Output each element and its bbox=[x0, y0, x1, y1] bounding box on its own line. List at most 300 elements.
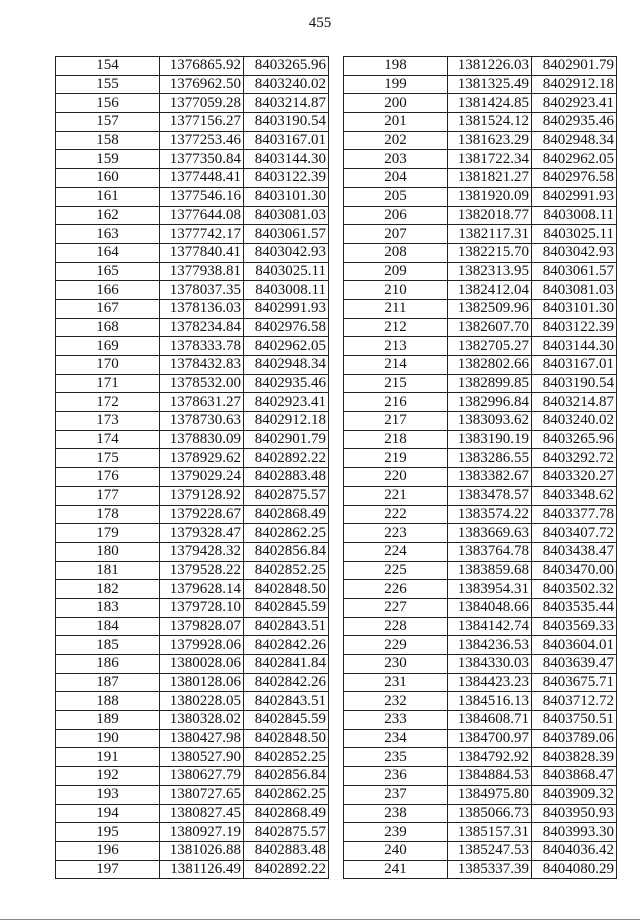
point-number-cell: 159 bbox=[56, 150, 160, 169]
table-row bbox=[56, 113, 329, 132]
table-row bbox=[56, 692, 329, 711]
y-coordinate-cell: 8403214.87 bbox=[532, 393, 617, 412]
table-row bbox=[344, 356, 617, 375]
x-coordinate-cell: 1381821.27 bbox=[448, 169, 532, 188]
y-coordinate-cell: 8403190.54 bbox=[532, 374, 617, 393]
table-row bbox=[344, 767, 617, 786]
y-coordinate-cell: 8402883.48 bbox=[244, 468, 329, 487]
y-coordinate-cell: 8403950.93 bbox=[532, 804, 617, 823]
table-row bbox=[56, 243, 329, 262]
table-row bbox=[344, 299, 617, 318]
point-number-cell: 196 bbox=[56, 841, 160, 860]
table-row bbox=[344, 412, 617, 431]
table-row bbox=[56, 430, 329, 449]
table-row bbox=[344, 243, 617, 262]
x-coordinate-cell: 1384423.23 bbox=[448, 673, 532, 692]
y-coordinate-cell: 8403042.93 bbox=[244, 243, 329, 262]
point-number-cell: 230 bbox=[344, 655, 448, 674]
table-row bbox=[344, 524, 617, 543]
x-coordinate-cell: 1384048.66 bbox=[448, 598, 532, 617]
table-row bbox=[344, 75, 617, 94]
y-coordinate-cell: 8403042.93 bbox=[532, 243, 617, 262]
point-number-cell: 184 bbox=[56, 617, 160, 636]
y-coordinate-cell: 8403868.47 bbox=[532, 767, 617, 786]
y-coordinate-cell: 8402856.84 bbox=[244, 767, 329, 786]
point-number-cell: 155 bbox=[56, 75, 160, 94]
table-row bbox=[344, 823, 617, 842]
point-number-cell: 213 bbox=[344, 337, 448, 356]
x-coordinate-cell: 1376865.92 bbox=[160, 57, 244, 76]
x-coordinate-cell: 1385247.53 bbox=[448, 841, 532, 860]
x-coordinate-cell: 1382018.77 bbox=[448, 206, 532, 225]
x-coordinate-cell: 1382313.95 bbox=[448, 262, 532, 281]
y-coordinate-cell: 8403639.47 bbox=[532, 655, 617, 674]
y-coordinate-cell: 8402868.49 bbox=[244, 804, 329, 823]
table-row bbox=[56, 486, 329, 505]
y-coordinate-cell: 8403101.30 bbox=[532, 299, 617, 318]
point-number-cell: 233 bbox=[344, 711, 448, 730]
table-row bbox=[56, 729, 329, 748]
y-coordinate-cell: 8402962.05 bbox=[532, 150, 617, 169]
x-coordinate-cell: 1383859.68 bbox=[448, 561, 532, 580]
x-coordinate-cell: 1384236.53 bbox=[448, 636, 532, 655]
x-coordinate-cell: 1383954.31 bbox=[448, 580, 532, 599]
y-coordinate-cell: 8402948.34 bbox=[244, 356, 329, 375]
x-coordinate-cell: 1379029.24 bbox=[160, 468, 244, 487]
x-coordinate-cell: 1385066.73 bbox=[448, 804, 532, 823]
page-number: 455 bbox=[308, 15, 332, 31]
table-row bbox=[344, 393, 617, 412]
table-row bbox=[56, 150, 329, 169]
x-coordinate-cell: 1383764.78 bbox=[448, 542, 532, 561]
x-coordinate-cell: 1383382.67 bbox=[448, 468, 532, 487]
point-number-cell: 207 bbox=[344, 225, 448, 244]
table-row bbox=[56, 524, 329, 543]
y-coordinate-cell: 8402991.93 bbox=[244, 299, 329, 318]
point-number-cell: 240 bbox=[344, 841, 448, 860]
point-number-cell: 227 bbox=[344, 598, 448, 617]
y-coordinate-cell: 8403470.00 bbox=[532, 561, 617, 580]
point-number-cell: 217 bbox=[344, 412, 448, 431]
point-number-cell: 198 bbox=[344, 57, 448, 76]
point-number-cell: 205 bbox=[344, 187, 448, 206]
table-row bbox=[344, 711, 617, 730]
y-coordinate-cell: 8403214.87 bbox=[244, 94, 329, 113]
x-coordinate-cell: 1382899.85 bbox=[448, 374, 532, 393]
x-coordinate-cell: 1384975.80 bbox=[448, 785, 532, 804]
table-row bbox=[56, 468, 329, 487]
point-number-cell: 212 bbox=[344, 318, 448, 337]
y-coordinate-cell: 8402892.22 bbox=[244, 860, 329, 879]
table-row bbox=[56, 636, 329, 655]
table-row bbox=[344, 598, 617, 617]
point-number-cell: 161 bbox=[56, 187, 160, 206]
point-number-cell: 204 bbox=[344, 169, 448, 188]
x-coordinate-cell: 1378136.03 bbox=[160, 299, 244, 318]
y-coordinate-cell: 8402868.49 bbox=[244, 505, 329, 524]
table-row bbox=[56, 673, 329, 692]
x-coordinate-cell: 1380128.06 bbox=[160, 673, 244, 692]
point-number-cell: 172 bbox=[56, 393, 160, 412]
x-coordinate-cell: 1382509.96 bbox=[448, 299, 532, 318]
table-row bbox=[344, 692, 617, 711]
table-row bbox=[56, 767, 329, 786]
x-coordinate-cell: 1378234.84 bbox=[160, 318, 244, 337]
point-number-cell: 216 bbox=[344, 393, 448, 412]
x-coordinate-cell: 1377350.84 bbox=[160, 150, 244, 169]
x-coordinate-cell: 1384792.92 bbox=[448, 748, 532, 767]
point-number-cell: 174 bbox=[56, 430, 160, 449]
point-number-cell: 156 bbox=[56, 94, 160, 113]
point-number-cell: 180 bbox=[56, 542, 160, 561]
point-number-cell: 170 bbox=[56, 356, 160, 375]
table-row bbox=[56, 262, 329, 281]
y-coordinate-cell: 8403789.06 bbox=[532, 729, 617, 748]
y-coordinate-cell: 8403240.02 bbox=[244, 75, 329, 94]
point-number-cell: 202 bbox=[344, 131, 448, 150]
table-row bbox=[56, 75, 329, 94]
y-coordinate-cell: 8403061.57 bbox=[532, 262, 617, 281]
table-row bbox=[344, 636, 617, 655]
x-coordinate-cell: 1381920.09 bbox=[448, 187, 532, 206]
x-coordinate-cell: 1384142.74 bbox=[448, 617, 532, 636]
x-coordinate-cell: 1380228.05 bbox=[160, 692, 244, 711]
point-number-cell: 175 bbox=[56, 449, 160, 468]
y-coordinate-cell: 8402883.48 bbox=[244, 841, 329, 860]
point-number-cell: 192 bbox=[56, 767, 160, 786]
table-row bbox=[56, 561, 329, 580]
x-coordinate-cell: 1382996.84 bbox=[448, 393, 532, 412]
x-coordinate-cell: 1380328.02 bbox=[160, 711, 244, 730]
table-row bbox=[56, 374, 329, 393]
x-coordinate-cell: 1377156.27 bbox=[160, 113, 244, 132]
table-row bbox=[344, 729, 617, 748]
point-number-cell: 232 bbox=[344, 692, 448, 711]
y-coordinate-cell: 8402845.59 bbox=[244, 598, 329, 617]
table-row bbox=[344, 430, 617, 449]
table-row bbox=[56, 393, 329, 412]
point-number-cell: 185 bbox=[56, 636, 160, 655]
x-coordinate-cell: 1379828.07 bbox=[160, 617, 244, 636]
x-coordinate-cell: 1382802.66 bbox=[448, 356, 532, 375]
y-coordinate-cell: 8403604.01 bbox=[532, 636, 617, 655]
table-row bbox=[56, 748, 329, 767]
y-coordinate-cell: 8403081.03 bbox=[532, 281, 617, 300]
table-row bbox=[56, 542, 329, 561]
table-row bbox=[344, 206, 617, 225]
scan-edge-line bbox=[0, 919, 640, 920]
coordinates-table-right bbox=[343, 56, 617, 879]
x-coordinate-cell: 1380727.65 bbox=[160, 785, 244, 804]
y-coordinate-cell: 8402862.25 bbox=[244, 785, 329, 804]
y-coordinate-cell: 8403008.11 bbox=[532, 206, 617, 225]
table-row bbox=[56, 711, 329, 730]
x-coordinate-cell: 1380527.90 bbox=[160, 748, 244, 767]
y-coordinate-cell: 8403122.39 bbox=[244, 169, 329, 188]
y-coordinate-cell: 8402875.57 bbox=[244, 823, 329, 842]
y-coordinate-cell: 8403377.78 bbox=[532, 505, 617, 524]
point-number-cell: 223 bbox=[344, 524, 448, 543]
y-coordinate-cell: 8403101.30 bbox=[244, 187, 329, 206]
y-coordinate-cell: 8404080.29 bbox=[532, 860, 617, 879]
table-row bbox=[56, 57, 329, 76]
table-row bbox=[344, 318, 617, 337]
point-number-cell: 235 bbox=[344, 748, 448, 767]
table-row bbox=[344, 841, 617, 860]
point-number-cell: 200 bbox=[344, 94, 448, 113]
y-coordinate-cell: 8403167.01 bbox=[244, 131, 329, 150]
table-row bbox=[344, 804, 617, 823]
point-number-cell: 167 bbox=[56, 299, 160, 318]
x-coordinate-cell: 1384884.53 bbox=[448, 767, 532, 786]
y-coordinate-cell: 8403569.33 bbox=[532, 617, 617, 636]
x-coordinate-cell: 1378432.83 bbox=[160, 356, 244, 375]
y-coordinate-cell: 8402875.57 bbox=[244, 486, 329, 505]
x-coordinate-cell: 1379928.06 bbox=[160, 636, 244, 655]
y-coordinate-cell: 8402852.25 bbox=[244, 748, 329, 767]
x-coordinate-cell: 1384330.03 bbox=[448, 655, 532, 674]
point-number-cell: 220 bbox=[344, 468, 448, 487]
table-row bbox=[344, 617, 617, 636]
y-coordinate-cell: 8403144.30 bbox=[244, 150, 329, 169]
x-coordinate-cell: 1377059.28 bbox=[160, 94, 244, 113]
point-number-cell: 241 bbox=[344, 860, 448, 879]
point-number-cell: 183 bbox=[56, 598, 160, 617]
y-coordinate-cell: 8403025.11 bbox=[244, 262, 329, 281]
point-number-cell: 181 bbox=[56, 561, 160, 580]
x-coordinate-cell: 1379528.22 bbox=[160, 561, 244, 580]
x-coordinate-cell: 1378929.62 bbox=[160, 449, 244, 468]
x-coordinate-cell: 1380028.06 bbox=[160, 655, 244, 674]
y-coordinate-cell: 8402841.84 bbox=[244, 655, 329, 674]
x-coordinate-cell: 1385337.39 bbox=[448, 860, 532, 879]
x-coordinate-cell: 1383093.62 bbox=[448, 412, 532, 431]
table-row bbox=[56, 356, 329, 375]
point-number-cell: 190 bbox=[56, 729, 160, 748]
x-coordinate-cell: 1377742.17 bbox=[160, 225, 244, 244]
point-number-cell: 224 bbox=[344, 542, 448, 561]
x-coordinate-cell: 1377546.16 bbox=[160, 187, 244, 206]
y-coordinate-cell: 8403320.27 bbox=[532, 468, 617, 487]
point-number-cell: 177 bbox=[56, 486, 160, 505]
point-number-cell: 211 bbox=[344, 299, 448, 318]
point-number-cell: 238 bbox=[344, 804, 448, 823]
point-number-cell: 164 bbox=[56, 243, 160, 262]
x-coordinate-cell: 1381325.49 bbox=[448, 75, 532, 94]
point-number-cell: 206 bbox=[344, 206, 448, 225]
y-coordinate-cell: 8402962.05 bbox=[244, 337, 329, 356]
y-coordinate-cell: 8403265.96 bbox=[244, 57, 329, 76]
y-coordinate-cell: 8402923.41 bbox=[532, 94, 617, 113]
point-number-cell: 209 bbox=[344, 262, 448, 281]
x-coordinate-cell: 1382215.70 bbox=[448, 243, 532, 262]
x-coordinate-cell: 1381424.85 bbox=[448, 94, 532, 113]
point-number-cell: 215 bbox=[344, 374, 448, 393]
y-coordinate-cell: 8402842.26 bbox=[244, 636, 329, 655]
y-coordinate-cell: 8402843.51 bbox=[244, 617, 329, 636]
table-row bbox=[344, 94, 617, 113]
y-coordinate-cell: 8403265.96 bbox=[532, 430, 617, 449]
point-number-cell: 165 bbox=[56, 262, 160, 281]
x-coordinate-cell: 1380427.98 bbox=[160, 729, 244, 748]
y-coordinate-cell: 8403712.72 bbox=[532, 692, 617, 711]
table-row bbox=[56, 206, 329, 225]
y-coordinate-cell: 8402862.25 bbox=[244, 524, 329, 543]
y-coordinate-cell: 8402842.26 bbox=[244, 673, 329, 692]
x-coordinate-cell: 1381623.29 bbox=[448, 131, 532, 150]
x-coordinate-cell: 1381026.88 bbox=[160, 841, 244, 860]
table-row bbox=[56, 318, 329, 337]
table-row bbox=[344, 561, 617, 580]
point-number-cell: 187 bbox=[56, 673, 160, 692]
x-coordinate-cell: 1378037.35 bbox=[160, 281, 244, 300]
y-coordinate-cell: 8402845.59 bbox=[244, 711, 329, 730]
table-row bbox=[56, 860, 329, 879]
point-number-cell: 197 bbox=[56, 860, 160, 879]
table-row bbox=[344, 225, 617, 244]
x-coordinate-cell: 1376962.50 bbox=[160, 75, 244, 94]
y-coordinate-cell: 8402848.50 bbox=[244, 729, 329, 748]
y-coordinate-cell: 8402923.41 bbox=[244, 393, 329, 412]
x-coordinate-cell: 1378730.63 bbox=[160, 412, 244, 431]
y-coordinate-cell: 8403348.62 bbox=[532, 486, 617, 505]
point-number-cell: 193 bbox=[56, 785, 160, 804]
table-row bbox=[56, 655, 329, 674]
table-row bbox=[56, 187, 329, 206]
point-number-cell: 191 bbox=[56, 748, 160, 767]
table-row bbox=[344, 580, 617, 599]
y-coordinate-cell: 8402912.18 bbox=[532, 75, 617, 94]
y-coordinate-cell: 8403144.30 bbox=[532, 337, 617, 356]
point-number-cell: 163 bbox=[56, 225, 160, 244]
point-number-cell: 218 bbox=[344, 430, 448, 449]
point-number-cell: 237 bbox=[344, 785, 448, 804]
x-coordinate-cell: 1379328.47 bbox=[160, 524, 244, 543]
point-number-cell: 225 bbox=[344, 561, 448, 580]
point-number-cell: 186 bbox=[56, 655, 160, 674]
x-coordinate-cell: 1380627.79 bbox=[160, 767, 244, 786]
table-row bbox=[56, 804, 329, 823]
y-coordinate-cell: 8403081.03 bbox=[244, 206, 329, 225]
table-row bbox=[56, 449, 329, 468]
table-row bbox=[56, 505, 329, 524]
table-row bbox=[344, 150, 617, 169]
y-coordinate-cell: 8403909.32 bbox=[532, 785, 617, 804]
y-coordinate-cell: 8402901.79 bbox=[532, 57, 617, 76]
y-coordinate-cell: 8403438.47 bbox=[532, 542, 617, 561]
point-number-cell: 231 bbox=[344, 673, 448, 692]
x-coordinate-cell: 1383286.55 bbox=[448, 449, 532, 468]
y-coordinate-cell: 8403407.72 bbox=[532, 524, 617, 543]
y-coordinate-cell: 8404036.42 bbox=[532, 841, 617, 860]
table-row bbox=[344, 468, 617, 487]
x-coordinate-cell: 1383574.22 bbox=[448, 505, 532, 524]
table-row bbox=[56, 94, 329, 113]
table-row bbox=[56, 169, 329, 188]
y-coordinate-cell: 8403190.54 bbox=[244, 113, 329, 132]
x-coordinate-cell: 1377644.08 bbox=[160, 206, 244, 225]
y-coordinate-cell: 8403292.72 bbox=[532, 449, 617, 468]
y-coordinate-cell: 8403750.51 bbox=[532, 711, 617, 730]
table-row bbox=[56, 281, 329, 300]
table-row bbox=[56, 598, 329, 617]
x-coordinate-cell: 1378631.27 bbox=[160, 393, 244, 412]
point-number-cell: 222 bbox=[344, 505, 448, 524]
table-row bbox=[56, 841, 329, 860]
y-coordinate-cell: 8403240.02 bbox=[532, 412, 617, 431]
table-row bbox=[344, 673, 617, 692]
y-coordinate-cell: 8402892.22 bbox=[244, 449, 329, 468]
x-coordinate-cell: 1384700.97 bbox=[448, 729, 532, 748]
point-number-cell: 214 bbox=[344, 356, 448, 375]
x-coordinate-cell: 1379128.92 bbox=[160, 486, 244, 505]
y-coordinate-cell: 8402856.84 bbox=[244, 542, 329, 561]
table-row bbox=[56, 299, 329, 318]
x-coordinate-cell: 1382412.04 bbox=[448, 281, 532, 300]
x-coordinate-cell: 1383478.57 bbox=[448, 486, 532, 505]
y-coordinate-cell: 8403675.71 bbox=[532, 673, 617, 692]
table-row bbox=[56, 412, 329, 431]
point-number-cell: 199 bbox=[344, 75, 448, 94]
y-coordinate-cell: 8402976.58 bbox=[532, 169, 617, 188]
y-coordinate-cell: 8403993.30 bbox=[532, 823, 617, 842]
y-coordinate-cell: 8403167.01 bbox=[532, 356, 617, 375]
x-coordinate-cell: 1381226.03 bbox=[448, 57, 532, 76]
point-number-cell: 221 bbox=[344, 486, 448, 505]
y-coordinate-cell: 8403025.11 bbox=[532, 225, 617, 244]
table-row bbox=[56, 131, 329, 150]
y-coordinate-cell: 8403828.39 bbox=[532, 748, 617, 767]
table-row bbox=[344, 748, 617, 767]
table-row bbox=[344, 131, 617, 150]
point-number-cell: 182 bbox=[56, 580, 160, 599]
point-number-cell: 236 bbox=[344, 767, 448, 786]
x-coordinate-cell: 1379728.10 bbox=[160, 598, 244, 617]
y-coordinate-cell: 8403502.32 bbox=[532, 580, 617, 599]
point-number-cell: 158 bbox=[56, 131, 160, 150]
point-number-cell: 176 bbox=[56, 468, 160, 487]
x-coordinate-cell: 1382705.27 bbox=[448, 337, 532, 356]
table-row bbox=[344, 486, 617, 505]
table-row bbox=[344, 449, 617, 468]
point-number-cell: 160 bbox=[56, 169, 160, 188]
x-coordinate-cell: 1379228.67 bbox=[160, 505, 244, 524]
table-row bbox=[344, 337, 617, 356]
x-coordinate-cell: 1378532.00 bbox=[160, 374, 244, 393]
x-coordinate-cell: 1380827.45 bbox=[160, 804, 244, 823]
x-coordinate-cell: 1377253.46 bbox=[160, 131, 244, 150]
y-coordinate-cell: 8402991.93 bbox=[532, 187, 617, 206]
table-row bbox=[344, 262, 617, 281]
x-coordinate-cell: 1383669.63 bbox=[448, 524, 532, 543]
y-coordinate-cell: 8402948.34 bbox=[532, 131, 617, 150]
y-coordinate-cell: 8403061.57 bbox=[244, 225, 329, 244]
y-coordinate-cell: 8403008.11 bbox=[244, 281, 329, 300]
x-coordinate-cell: 1378333.78 bbox=[160, 337, 244, 356]
point-number-cell: 189 bbox=[56, 711, 160, 730]
y-coordinate-cell: 8403122.39 bbox=[532, 318, 617, 337]
table-row bbox=[56, 785, 329, 804]
point-number-cell: 229 bbox=[344, 636, 448, 655]
table-row bbox=[344, 542, 617, 561]
table-row bbox=[56, 337, 329, 356]
table-row bbox=[344, 281, 617, 300]
table-row bbox=[344, 187, 617, 206]
x-coordinate-cell: 1377840.41 bbox=[160, 243, 244, 262]
x-coordinate-cell: 1384608.71 bbox=[448, 711, 532, 730]
x-coordinate-cell: 1378830.09 bbox=[160, 430, 244, 449]
point-number-cell: 194 bbox=[56, 804, 160, 823]
